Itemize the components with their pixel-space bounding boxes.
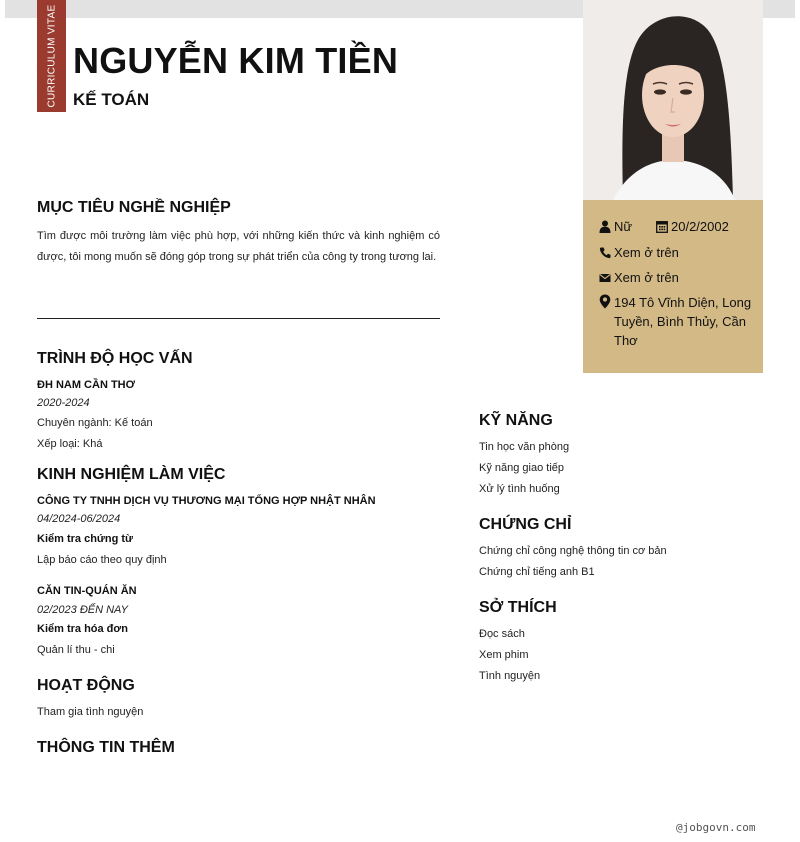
gender-value: Nữ — [614, 219, 633, 234]
job-company: CĂN TIN-QUÁN ĂN — [37, 585, 137, 597]
gender-row — [599, 219, 632, 234]
hobby-item: Tình nguyện — [479, 670, 541, 682]
cv-tag — [37, 0, 66, 112]
portrait-illustration — [583, 0, 763, 200]
skill-item: Xử lý tình huống — [479, 483, 560, 495]
phone-row — [599, 245, 679, 260]
certificate-item: Chứng chỉ công nghệ thông tin cơ bản — [479, 545, 667, 557]
mail-icon — [599, 271, 611, 284]
section-divider — [37, 318, 440, 319]
skill-item: Tin học văn phòng — [479, 441, 570, 453]
phone-value: Xem ở trên — [614, 245, 679, 260]
profile-photo — [583, 0, 763, 200]
education-major: Chuyên ngành: Kế toán — [37, 417, 153, 429]
dob-row — [656, 219, 729, 234]
job-position: Kiểm tra chứng từ — [37, 533, 133, 545]
job-position: Kiểm tra hóa đơn — [37, 623, 128, 635]
hobbies-title: SỞ THÍCH — [479, 599, 557, 616]
job-period: 02/2023 ĐẾN NAY — [37, 604, 128, 616]
candidate-role: KẾ TOÁN — [73, 90, 150, 109]
address-row — [599, 293, 754, 350]
user-icon — [599, 220, 611, 233]
job-period: 04/2024-06/2024 — [37, 513, 121, 525]
cv-tag-label: CURRICULUM VITAE — [46, 4, 57, 108]
education-title: TRÌNH ĐỘ HỌC VẤN — [37, 350, 193, 367]
skill-item: Kỹ năng giao tiếp — [479, 462, 565, 474]
candidate-name: NGUYỄN KIM TIỀN — [73, 40, 399, 81]
job-duty: Quản lí thu - chi — [37, 644, 115, 656]
objective-title: MỤC TIÊU NGHỀ NGHIỆP — [37, 199, 231, 216]
certificate-item: Chứng chỉ tiếng anh B1 — [479, 566, 595, 578]
job-company: CÔNG TY TNHH DỊCH VỤ THƯƠNG MẠI TỔNG HỢP NHẬT NHÂN — [37, 495, 376, 507]
site-watermark: @jobgovn.com — [676, 821, 756, 834]
experience-title: KINH NGHIỆM LÀM VIỆC — [37, 466, 226, 483]
contact-box — [583, 200, 763, 373]
phone-icon — [599, 246, 611, 259]
email-value: Xem ở trên — [614, 270, 679, 285]
job-duty: Lập báo cáo theo quy định — [37, 554, 167, 566]
hobby-item: Đọc sách — [479, 628, 525, 640]
education-rank: Xếp loại: Khá — [37, 438, 103, 450]
activities-title: HOẠT ĐỘNG — [37, 677, 135, 694]
hobby-item: Xem phim — [479, 649, 529, 661]
location-pin-icon — [599, 294, 611, 309]
address-value: 194 Tô Vĩnh Diện, Long Tuyền, Bình Thủy, Cần Thơ — [614, 295, 752, 348]
objective-text: Tìm được môi trường làm việc phù hợp, với những kiến thức và kinh nghiệm có được, tôi mong muốn sẽ đóng góp trong sự phát triển của công ty trong tương lai. — [37, 230, 440, 263]
certificates-title: CHỨNG CHỈ — [479, 516, 572, 533]
education-school: ĐH NAM CẦN THƠ — [37, 379, 135, 391]
education-period: 2020-2024 — [37, 397, 90, 409]
extra-info-title: THÔNG TIN THÊM — [37, 739, 175, 756]
calendar-icon — [656, 220, 668, 233]
activity-item: Tham gia tình nguyện — [37, 706, 144, 718]
email-row — [599, 270, 679, 285]
dob-value: 20/2/2002 — [671, 219, 729, 234]
skills-title: KỸ NĂNG — [479, 412, 553, 429]
